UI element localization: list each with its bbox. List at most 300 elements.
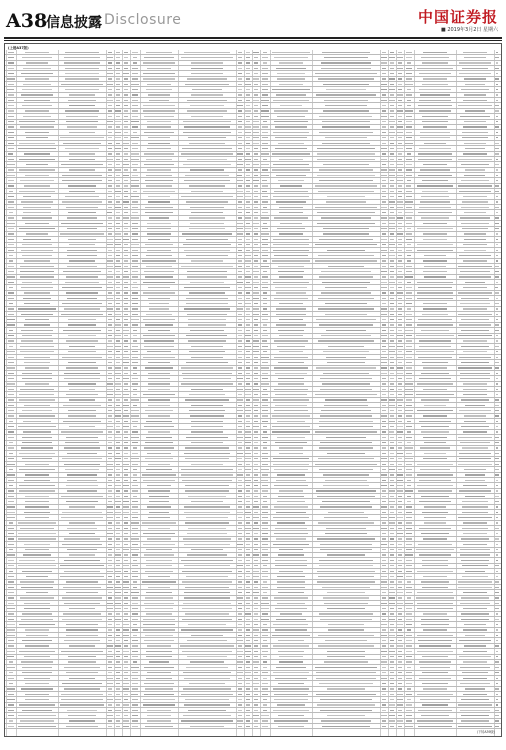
fine-print-text <box>66 340 99 341</box>
fine-print-text <box>108 153 112 154</box>
fine-print-text <box>495 164 498 165</box>
fine-print-text <box>22 255 52 256</box>
fine-print-text <box>237 180 243 181</box>
fine-print-text <box>187 314 227 315</box>
fine-print-text <box>398 581 402 582</box>
fine-print-text <box>62 201 102 202</box>
fine-print-text <box>381 576 387 577</box>
fine-print-text <box>132 52 139 53</box>
fine-print-text <box>69 244 96 245</box>
fine-print-text <box>406 560 413 561</box>
fine-print-text <box>124 603 128 604</box>
fine-print-text <box>146 159 171 160</box>
fine-print-text <box>107 394 112 395</box>
fine-print-text <box>496 73 499 74</box>
fine-print-text <box>420 137 449 138</box>
fine-print-text <box>238 405 242 406</box>
fine-print-text <box>182 651 232 652</box>
fine-print-text <box>381 116 386 117</box>
fine-print-text <box>398 159 401 160</box>
fine-print-text <box>246 726 250 727</box>
fine-print-text <box>389 175 394 176</box>
fine-print-text <box>245 335 250 336</box>
fine-print-text <box>26 233 48 234</box>
fine-print-text <box>254 324 259 325</box>
fine-print-text <box>253 121 258 122</box>
fine-print-text <box>8 94 14 95</box>
fine-print-text <box>238 169 243 170</box>
fine-print-text <box>253 164 258 165</box>
fine-print-text <box>390 554 395 555</box>
fine-print-text <box>417 592 454 593</box>
fine-print-text <box>238 185 242 186</box>
fine-print-text <box>124 228 129 229</box>
fine-print-text <box>262 126 268 127</box>
fine-print-text <box>116 94 119 95</box>
fine-print-text <box>148 415 169 416</box>
fine-print-text <box>148 528 171 529</box>
fine-print-text <box>318 298 373 299</box>
fine-print-text <box>459 255 490 256</box>
fine-print-text <box>496 480 499 481</box>
fine-print-text <box>145 458 174 459</box>
fine-print-text <box>462 447 489 448</box>
fine-print-text <box>184 704 230 705</box>
fine-print-text <box>246 704 250 705</box>
fine-print-text <box>124 244 128 245</box>
fine-print-text <box>69 678 95 679</box>
fine-print-text <box>68 319 97 320</box>
fine-print-text <box>254 485 258 486</box>
fine-print-text <box>124 340 129 341</box>
fine-print-text <box>390 180 393 181</box>
fine-print-text <box>460 603 490 604</box>
fine-print-text <box>8 73 14 74</box>
fine-print-text <box>406 645 412 646</box>
fine-print-text <box>423 613 446 614</box>
fine-print-text <box>279 335 302 336</box>
fine-print-text <box>238 688 243 689</box>
fine-print-text <box>238 94 242 95</box>
fine-print-text <box>273 544 309 545</box>
fine-print-text <box>132 105 138 106</box>
fine-print-text <box>8 266 15 267</box>
fine-print-text <box>142 522 175 523</box>
fine-print-text <box>390 581 395 582</box>
fine-print-text <box>496 260 498 261</box>
fine-print-text <box>246 720 250 721</box>
fine-print-text <box>496 233 499 234</box>
fine-print-text <box>148 378 170 379</box>
fine-print-text <box>188 496 225 497</box>
fine-print-text <box>278 554 304 555</box>
fine-print-text <box>253 180 258 181</box>
fine-print-text <box>124 431 128 432</box>
fine-print-text <box>382 538 386 539</box>
fine-print-text <box>145 244 174 245</box>
fine-print-text <box>422 84 448 85</box>
fine-print-text <box>327 362 364 363</box>
fine-print-text <box>389 469 394 470</box>
fine-print-text <box>108 180 111 181</box>
fine-print-text <box>406 608 412 609</box>
fine-print-text <box>315 667 377 668</box>
fine-print-text <box>276 324 306 325</box>
fine-print-text <box>21 447 54 448</box>
fine-print-text <box>64 308 100 309</box>
fine-print-text <box>132 704 138 705</box>
fine-print-text <box>279 233 303 234</box>
fine-print-text <box>422 565 447 566</box>
fine-print-text <box>319 421 373 422</box>
fine-print-text <box>246 180 251 181</box>
fine-print-text <box>185 399 229 400</box>
fine-print-text <box>131 121 139 122</box>
fine-print-text <box>116 522 120 523</box>
fine-print-text <box>406 324 411 325</box>
fine-print-text <box>398 319 402 320</box>
fine-print-text <box>382 180 386 181</box>
fine-print-text <box>464 469 487 470</box>
fine-print-text <box>66 672 98 673</box>
fine-print-text <box>390 287 394 288</box>
fine-print-text <box>463 533 487 534</box>
fine-print-text <box>19 485 55 486</box>
fine-print-text <box>321 62 371 63</box>
fine-print-text <box>108 447 113 448</box>
fine-print-text <box>22 437 52 438</box>
fine-print-text <box>276 619 306 620</box>
fine-print-text <box>115 554 121 555</box>
fine-print-text <box>463 260 488 261</box>
fine-print-text <box>62 619 101 620</box>
fine-print-text <box>463 308 486 309</box>
fine-print-text <box>245 453 251 454</box>
fine-print-text <box>66 276 98 277</box>
fine-print-text <box>20 389 53 390</box>
fine-print-text <box>133 62 138 63</box>
fine-print-text <box>67 453 96 454</box>
fine-print-text <box>495 185 499 186</box>
fine-print-text <box>381 651 386 652</box>
fine-print-text <box>262 148 268 149</box>
fine-print-text <box>261 164 268 165</box>
fine-print-text <box>397 624 402 625</box>
fine-print-text <box>398 239 403 240</box>
fine-print-text <box>461 223 489 224</box>
fine-print-text <box>274 485 308 486</box>
fine-print-text <box>124 159 129 160</box>
fine-print-text <box>262 688 269 689</box>
fine-print-text <box>496 244 498 245</box>
fine-print-text <box>238 656 242 657</box>
fine-print-text <box>124 453 129 454</box>
fine-print-text <box>23 207 51 208</box>
fine-print-text <box>107 603 113 604</box>
fine-print-text <box>238 62 243 63</box>
fine-print-text <box>423 367 448 368</box>
fine-print-text <box>495 266 498 267</box>
fine-print-text <box>148 287 170 288</box>
fine-print-text <box>143 282 176 283</box>
fine-print-text <box>246 233 251 234</box>
fine-print-text <box>496 421 499 422</box>
fine-print-text <box>7 517 14 518</box>
fine-print-text <box>69 506 95 507</box>
fine-print-text <box>419 89 451 90</box>
fine-print-text <box>273 250 308 251</box>
fine-print-text <box>8 282 14 283</box>
fine-print-text <box>419 661 451 662</box>
fine-print-text <box>18 426 56 427</box>
fine-print-text <box>323 474 369 475</box>
fine-print-text <box>124 298 127 299</box>
fine-print-text <box>9 672 14 673</box>
fine-print-text <box>246 266 250 267</box>
fine-print-text <box>495 672 498 673</box>
fine-print-text <box>262 373 268 374</box>
fine-print-text <box>424 143 446 144</box>
fine-print-text <box>191 357 223 358</box>
fine-print-text <box>495 667 499 668</box>
fine-print-text <box>116 84 120 85</box>
fine-print-text <box>254 645 259 646</box>
fine-print-text <box>253 292 258 293</box>
fine-print-text <box>458 437 492 438</box>
fine-print-text <box>147 126 172 127</box>
fine-print-text <box>405 143 412 144</box>
fine-print-text <box>496 250 499 251</box>
fine-print-text <box>186 576 228 577</box>
fine-print-text <box>406 437 411 438</box>
fine-print-text <box>382 597 386 598</box>
fine-print-text <box>131 137 138 138</box>
fine-print-text <box>279 656 303 657</box>
masthead <box>4 4 502 36</box>
fine-print-text <box>323 84 369 85</box>
fine-print-text <box>405 726 412 727</box>
fine-print-text <box>108 68 111 69</box>
fine-print-text <box>124 480 129 481</box>
fine-print-text <box>460 373 490 374</box>
fine-print-text <box>145 688 174 689</box>
fine-print-text <box>417 250 453 251</box>
fine-print-text <box>116 153 119 154</box>
fine-print-text <box>108 330 112 331</box>
fine-print-text <box>406 233 413 234</box>
fine-print-text <box>496 635 498 636</box>
fine-print-text <box>390 94 394 95</box>
fine-print-text <box>68 335 96 336</box>
fine-print-text <box>253 282 258 283</box>
fine-print-text <box>459 410 491 411</box>
fine-print-text <box>262 485 269 486</box>
fine-print-text <box>389 282 395 283</box>
fine-print-text <box>262 405 267 406</box>
fine-print-text <box>254 464 258 465</box>
fine-print-text <box>407 442 411 443</box>
fine-print-text <box>389 399 395 400</box>
fine-print-text <box>185 490 228 491</box>
fine-print-text <box>9 191 13 192</box>
fine-print-text <box>390 148 394 149</box>
fine-print-text <box>419 645 450 646</box>
fine-print-text <box>124 389 128 390</box>
fine-print-text <box>461 164 489 165</box>
fine-print-text <box>263 501 268 502</box>
fine-print-text <box>69 554 94 555</box>
fine-print-text <box>184 597 230 598</box>
fine-print-text <box>18 533 56 534</box>
fine-print-text <box>254 447 259 448</box>
fine-print-text <box>238 271 243 272</box>
fine-print-text <box>262 512 268 513</box>
fine-print-text <box>495 528 499 529</box>
fine-print-text <box>279 661 303 662</box>
fine-print-text <box>397 635 402 636</box>
fine-print-text <box>397 346 402 347</box>
fine-print-text <box>108 651 111 652</box>
fine-print-text <box>7 651 14 652</box>
fine-print-text <box>9 421 14 422</box>
fine-print-text <box>407 496 411 497</box>
fine-print-text <box>461 426 489 427</box>
fine-print-text <box>407 180 411 181</box>
fine-print-text <box>263 442 268 443</box>
fine-print-text <box>116 576 120 577</box>
fine-print-text <box>280 223 303 224</box>
fine-print-text <box>246 678 250 679</box>
fine-print-text <box>20 180 53 181</box>
fine-print-text <box>69 159 96 160</box>
fine-print-text <box>382 276 386 277</box>
fine-print-text <box>315 185 377 186</box>
fine-print-text <box>143 319 175 320</box>
fine-print-text <box>325 640 368 641</box>
fine-print-text <box>8 710 14 711</box>
fine-print-text <box>65 196 98 197</box>
fine-print-text <box>423 239 448 240</box>
fine-print-text <box>254 383 258 384</box>
fine-print-text <box>460 549 489 550</box>
fine-print-text <box>261 233 268 234</box>
fine-print-text <box>18 726 56 727</box>
fine-print-text <box>273 624 308 625</box>
fine-print-text <box>116 464 121 465</box>
fine-print-text <box>495 592 499 593</box>
fine-print-text <box>66 624 98 625</box>
fine-print-text <box>108 576 113 577</box>
fine-print-text <box>390 73 394 74</box>
fine-print-text <box>423 260 447 261</box>
fine-print-text <box>68 410 96 411</box>
fine-print-text <box>238 292 243 293</box>
fine-print-text <box>276 68 307 69</box>
fine-print-text <box>146 437 172 438</box>
fine-print-text <box>148 587 169 588</box>
fine-print-text <box>132 223 139 224</box>
fine-print-text <box>262 89 268 90</box>
fine-print-text <box>390 373 394 374</box>
fine-print-text <box>382 52 387 53</box>
fine-print-text <box>238 442 243 443</box>
fine-print-text <box>381 207 387 208</box>
fine-print-text <box>115 645 120 646</box>
fine-print-text <box>123 143 128 144</box>
fine-print-text <box>317 496 375 497</box>
fine-print-text <box>459 656 491 657</box>
fine-print-text <box>24 324 51 325</box>
fine-print-text <box>116 351 121 352</box>
fine-print-text <box>124 223 129 224</box>
fine-print-text <box>262 137 267 138</box>
fine-print-text <box>382 720 386 721</box>
fine-print-text <box>398 640 403 641</box>
fine-print-text <box>459 62 490 63</box>
fine-print-text <box>116 538 120 539</box>
fine-print-text <box>108 544 111 545</box>
fine-print-text <box>191 549 222 550</box>
fine-print-text <box>381 399 386 400</box>
fine-print-text <box>21 201 53 202</box>
fine-print-text <box>24 185 49 186</box>
fine-print-text <box>397 480 402 481</box>
fine-print-text <box>238 287 242 288</box>
fine-print-text <box>108 207 113 208</box>
fine-print-text <box>25 223 49 224</box>
fine-print-text <box>8 52 14 53</box>
fine-print-text <box>116 421 120 422</box>
fine-print-text <box>390 330 394 331</box>
fine-print-text <box>398 496 401 497</box>
fine-print-text <box>397 357 402 358</box>
fine-print-text <box>143 73 176 74</box>
fine-print-text <box>7 608 14 609</box>
fine-print-text <box>181 560 233 561</box>
fine-print-text <box>496 426 498 427</box>
fine-print-text <box>124 191 127 192</box>
fine-print-text <box>8 528 14 529</box>
fine-print-text <box>181 367 232 368</box>
fine-print-text <box>21 287 53 288</box>
fine-print-text <box>263 496 268 497</box>
fine-print-text <box>9 255 13 256</box>
fine-print-text <box>124 373 128 374</box>
fine-print-text <box>398 661 401 662</box>
fine-print-text <box>246 116 250 117</box>
fine-print-text <box>382 640 386 641</box>
fine-print-text <box>458 517 492 518</box>
fine-print-text <box>422 191 448 192</box>
fine-print-text <box>132 699 139 700</box>
fine-print-text <box>238 148 242 149</box>
fine-print-text <box>398 447 402 448</box>
fine-print-text <box>116 565 120 566</box>
fine-print-text <box>246 362 250 363</box>
fine-print-text <box>124 105 128 106</box>
fine-print-text <box>419 148 452 149</box>
fine-print-text <box>262 239 268 240</box>
fine-print-text <box>325 533 368 534</box>
fine-print-text <box>381 159 387 160</box>
fine-print-text <box>191 212 223 213</box>
fine-print-text <box>246 426 250 427</box>
fine-print-text <box>496 613 499 614</box>
fine-print-text <box>237 651 242 652</box>
fine-print-text <box>382 431 386 432</box>
fine-print-text <box>123 512 128 513</box>
fine-print-text <box>186 362 227 363</box>
